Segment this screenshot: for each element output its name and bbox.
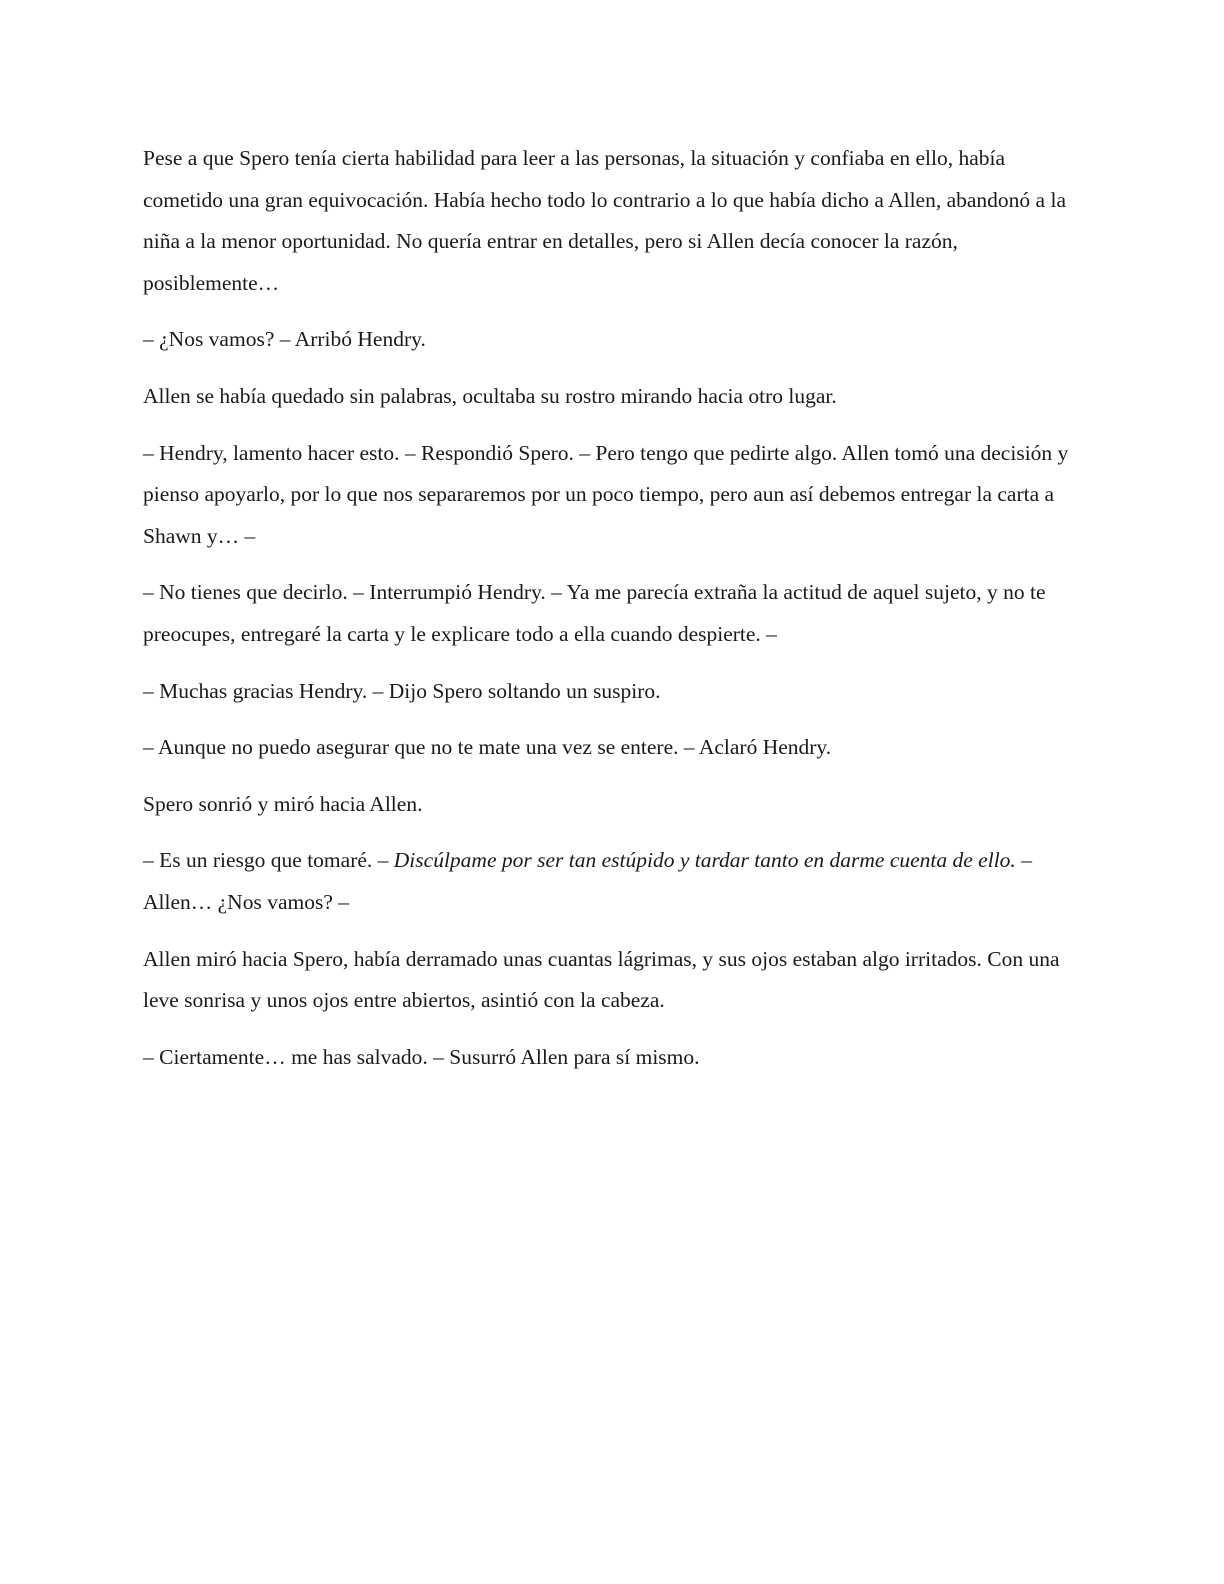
paragraph-text-italic-thought: Discúlpame por ser tan estúpido y tardar tanto en darme cuenta de ello. — [393, 848, 1016, 873]
paragraph-text: – Muchas gracias Hendry. – Dijo Spero soltando un suspiro. — [143, 678, 661, 703]
paragraph-11 — [143, 1037, 1083, 1079]
paragraph-7 — [143, 727, 1083, 769]
paragraph-5 — [143, 572, 1083, 655]
paragraph-text: – No tienes que decirlo. – Interrumpió Hendry. – Ya me parecía extraña la actitud de aquel sujeto, y no te preocupes, entregaré la carta y le explicare todo a ella cuando despierte. – — [143, 580, 1046, 646]
paragraph-text: Pese a que Spero tenía cierta habilidad para leer a las personas, la situación y confiaba en ello, había cometido una gran equivocación. Había hecho todo lo contrario a lo que había dicho a Allen, abandonó a la niña a la menor oportunidad. No quería entrar en detalles, pero si Allen decía conocer la razón, posiblemente… — [143, 146, 1066, 295]
document-page — [143, 138, 1083, 1093]
paragraph-text-pre: – Es un riesgo que tomaré. – — [143, 848, 394, 873]
paragraph-text: Allen se había quedado sin palabras, ocultaba su rostro mirando hacia otro lugar. — [143, 383, 837, 408]
paragraph-text: Allen miró hacia Spero, había derramado unas cuantas lágrimas, y sus ojos estaban algo irritados. Con una leve sonrisa y unos ojos entre abiertos, asintió con la cabeza. — [143, 946, 1060, 1013]
paragraph-10 — [143, 939, 1083, 1022]
paragraph-text: Spero sonrió y miró hacia Allen. — [143, 791, 423, 816]
paragraph-3 — [143, 376, 1083, 418]
paragraph-1 — [143, 138, 1083, 304]
paragraph-text: – ¿Nos vamos? – Arribó Hendry. — [143, 327, 426, 352]
paragraph-4 — [143, 433, 1083, 558]
paragraph-8 — [143, 784, 1083, 826]
paragraph-text-post: – Allen… ¿Nos vamos? – — [143, 848, 1032, 914]
paragraph-9 — [143, 840, 1083, 923]
paragraph-6 — [143, 671, 1083, 713]
paragraph-2 — [143, 319, 1083, 361]
paragraph-text: – Ciertamente… me has salvado. – Susurró Allen para sí mismo. — [143, 1044, 700, 1069]
paragraph-text: – Hendry, lamento hacer esto. – Respondió Spero. – Pero tengo que pedirte algo. Allen tomó una decisión y pienso apoyarlo, por lo que nos separaremos por un poco tiempo, pero aun así debemos entregar la carta a Shawn y… – — [143, 440, 1069, 548]
paragraph-text: – Aunque no puedo asegurar que no te mate una vez se entere. – Aclaró Hendry. — [143, 735, 832, 760]
